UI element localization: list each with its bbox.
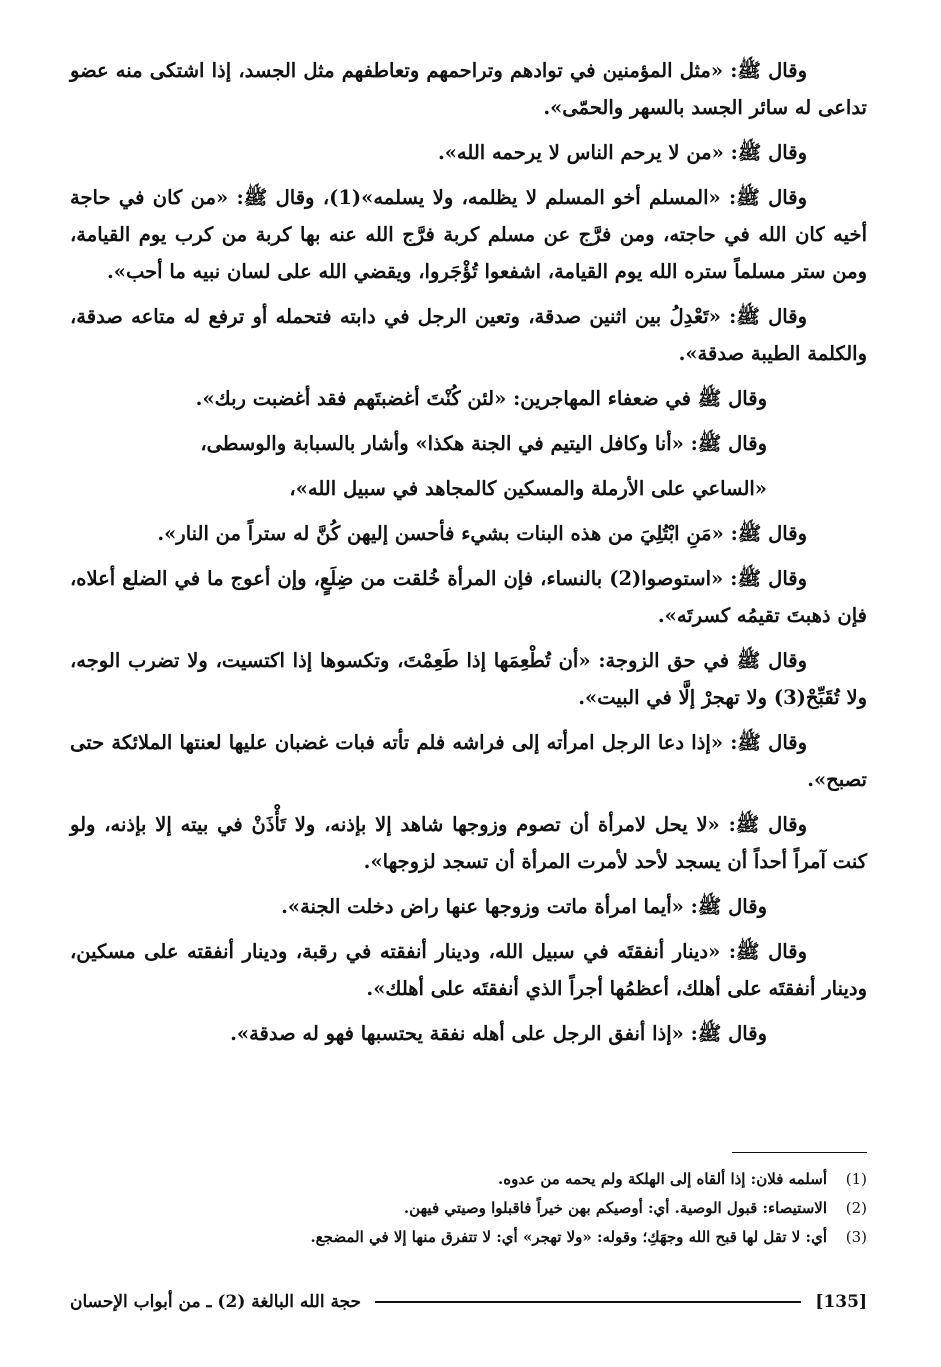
footnote-1 <box>70 1165 867 1194</box>
paragraph-9: وقال ﷺ: «استوصوا(2) بالنساء، فإن المرأة خُلقت من ضِلَعٍ، وإن أعوج ما في الضلع أعلاه، فإن ذهبتَ تقيمُه كسرتَه». <box>70 567 867 627</box>
page-number: [135] <box>815 1292 867 1312</box>
paragraph-2: وقال ﷺ: «من لا يرحم الناس لا يرحمه الله». <box>437 141 807 164</box>
footnote-text: أي: لا تقل لها قبح الله وجهَكِ؛ وقوله: «ولا تهجر» أي: لا تتفرق منها إلا في المضجع. <box>310 1228 827 1246</box>
page-footer <box>70 1292 867 1312</box>
paragraph-7: «الساعي على الأرملة والمسكين كالمجاهد في سبيل الله»، <box>289 477 767 500</box>
paragraph-12: وقال ﷺ: «لا يحل لامرأة أن تصوم وزوجها شاهد إلا بإذنه، ولا تَأْذَنْ في بيته إلا بإذنه، ولو كنت آمراً أحداً أن يسجد لأحد لأمرت المرأة أن تسجد لزوجها». <box>70 813 867 873</box>
paragraph-6: وقال ﷺ: «أنا وكافل اليتيم في الجنة هكذا» وأشار بالسبابة والوسطى، <box>200 432 767 455</box>
footer-divider <box>375 1301 801 1303</box>
footnote-2 <box>70 1194 867 1223</box>
footnote-text: الاستيصاء: قبول الوصية. أي: أوصيكم بهن خيراً فاقبلوا وصيتي فيهن. <box>403 1199 827 1217</box>
footnote-3 <box>70 1223 867 1252</box>
paragraph-1: وقال ﷺ: «مثل المؤمنين في توادهم وتراحمهم وتعاطفهم مثل الجسد، إذا اشتكى منه عضو تداعى له سائر الجسد بالسهر والحمّى». <box>70 59 867 119</box>
paragraph-3: وقال ﷺ: «المسلم أخو المسلم لا يظلمه، ولا يسلمه»(1)، وقال ﷺ: «من كان في حاجة أخيه كان الله في حاجته، ومن فرَّج عن مسلم كربة فرَّج الله عنه بها كربة من كرب يوم القيامة، ومن ستر مسلماً ستره الله يوم القيامة، اشفعوا تُؤْجَروا، ويقضي الله على لسان نبيه ما أحب». <box>70 186 867 283</box>
footnote-number: (3) <box>845 1228 867 1246</box>
paragraph-5: وقال ﷺ في ضعفاء المهاجرين: «لئن كُنْتَ أغضبتَهم فقد أغضبت ربك». <box>195 387 767 410</box>
paragraph-11: وقال ﷺ: «إذا دعا الرجل امرأته إلى فراشه فلم تأته فبات غضبان عليها لعنتها الملائكة حتى تصبح». <box>70 731 867 791</box>
paragraph-13: وقال ﷺ: «أيما امرأة ماتت وزوجها عنها راض دخلت الجنة». <box>281 895 767 918</box>
footnote-number: (2) <box>845 1199 867 1217</box>
footnotes <box>70 1165 867 1252</box>
main-text <box>70 52 867 1060</box>
paragraph-10: وقال ﷺ في حق الزوجة: «أن تُطْعِمَها إذا طَعِمْتَ، وتكسوها إذا اكتسيت، ولا تضرب الوجه، ولا تُقَبِّحْ(3) ولا تهجرْ إلَّا في البيت». <box>70 649 867 709</box>
paragraph-14: وقال ﷺ: «دينار أنفقتَه في سبيل الله، ودينار أنفقته في رقبة، ودينار أنفقته على مسكين، ودينار أنفقتَه على أهلك، أعظمُها أجراً الذي أنفقتَه على أهلك». <box>70 940 867 1000</box>
paragraph-8: وقال ﷺ: «مَنِ ابْتُلِيَ من هذه البنات بشيء فأحسن إليهن كُنَّ له ستراً من النار». <box>157 522 807 545</box>
running-title: حجة الله البالغة (2) ـ من أبواب الإحسان <box>70 1292 362 1312</box>
paragraph-4: وقال ﷺ: «تَعْدِلُ بين اثنين صدقة، وتعين الرجل في دابته فتحمله أو ترفع له متاعه صدقة، والكلمة الطيبة صدقة». <box>70 305 867 365</box>
footnote-text: أسلمه فلان: إذا ألقاه إلى الهلكة ولم يحمه من عدوه. <box>497 1170 827 1188</box>
paragraph-15: وقال ﷺ: «إذا أنفق الرجل على أهله نفقة يحتسبها فهو له صدقة». <box>230 1022 767 1045</box>
footnote-number: (1) <box>845 1170 867 1188</box>
footnote-divider <box>732 1152 867 1153</box>
